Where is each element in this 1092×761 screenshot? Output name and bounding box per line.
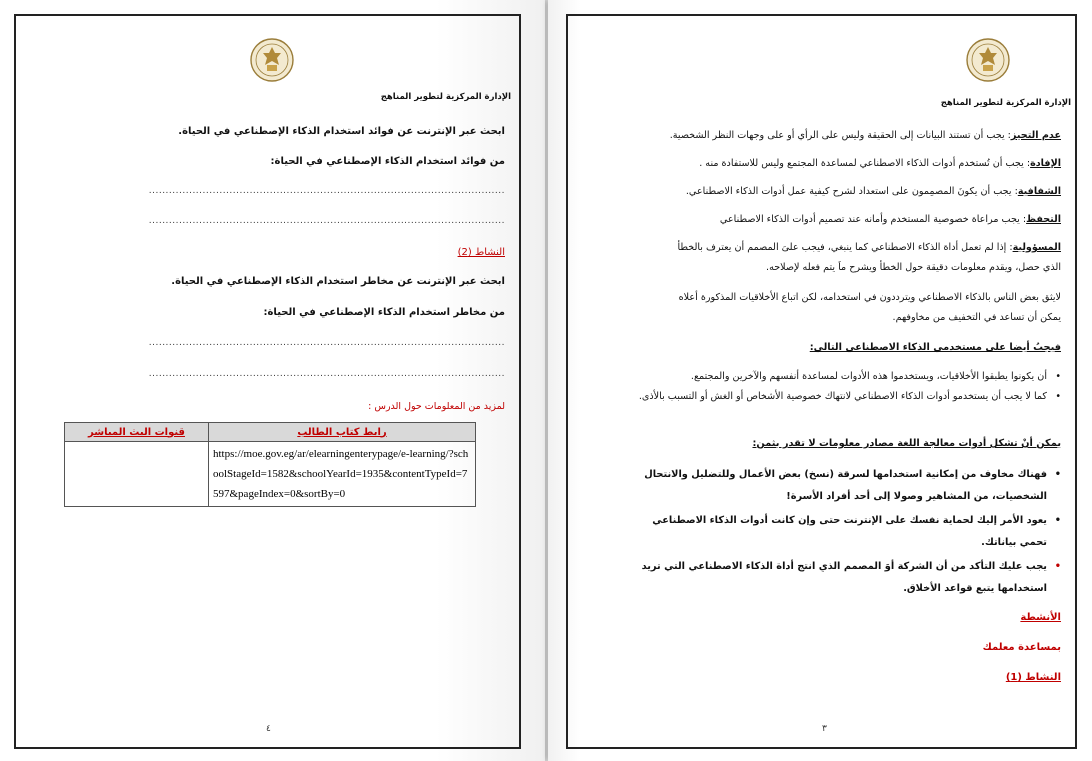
trust-paragraph: لايثق بعض الناس بالذكاء الاصطناعي ويترددون في استخدامه، لكن اتباع الأخلاقيات المذكورة أعلاه — [678, 292, 1061, 303]
question-benefits: ابحث عبر الإنترنت عن فوائد استخدام الذكاء الإصطناعي في الحياة. — [178, 126, 505, 137]
resources-table — [64, 422, 476, 507]
nlp-heading: يمكن أنْ تشكل أدوات معالجة اللغة مصادر معلومات لا تقدر بثمن: — [752, 438, 1061, 449]
teacher-help-label: بمساعدة معلمك — [982, 642, 1061, 653]
left-page — [0, 0, 545, 761]
responsibility-line: المسؤولية: إذا لم تعمل أداة الذكاء الاصطناعي كما ينبغي، فيجب علىَ المصمم أن يعترف بالخطأ — [677, 242, 1061, 253]
benefits-label: من فوائد استخدام الذكاء الإصطناعي في الحياة: — [270, 156, 505, 167]
page-border — [566, 14, 1077, 749]
answer-line[interactable]: .......................................................................................................... — [148, 216, 505, 226]
ministry-seal-icon — [250, 38, 294, 82]
activity-2-heading: النشاط (2) — [457, 247, 505, 258]
right-page — [548, 0, 1092, 761]
answer-line[interactable]: .......................................................................................................... — [148, 338, 505, 348]
principle-item: الإفادة: يجب أن تُستخدم أدوات الذكاء الاصطناعي لمساعدة المجتمع وليس للاستفادة منه . — [699, 158, 1061, 169]
users-bullet: • كما لا يجب أن يستخدمو أدوات الذكاء الاصطناعي لانتهاك خصوصية الأشخاص أو الغش أو التسبب بالأذى. — [638, 391, 1061, 402]
student-book-link[interactable]: https://moe.gov.eg/ar/elearningenterypage/e-learning/?schoolStageId=1582&schoolYearId=1935&contentTypeId=7597&pageIndex=0&sortBy=0 — [209, 442, 476, 507]
nlp-bullet: • فهناك مخاوف من إمكانية استخدامها لسرقة (نسخ) بعض الأعمال وللتضليل والانتحال الشخصيات، من المشاهير وصولا إلى أحد أفراد الأسرة! — [644, 469, 1061, 502]
answer-line[interactable]: .......................................................................................................... — [148, 186, 505, 196]
responsibility-line-2: الذي حصل، ويقدم معلومات دقيقة حول الخطأ ويشرح ماَ يتم فعله لإصلاحه. — [766, 262, 1061, 273]
principle-item: عدم التحيز: يجب أن تستند البيانات إلى الحقيقة وليس على الرأي أو على وجهات النظر الشخصية. — [669, 130, 1061, 141]
page-border — [14, 14, 521, 749]
live-channels-cell — [65, 442, 209, 507]
answer-line[interactable]: .......................................................................................................... — [148, 369, 505, 379]
principle-item: الشفافية: يجب أن يكونَ المصمِمون على استعداد لشرح كيفية عمل أدوات الذكاء الاصطناعي. — [685, 186, 1061, 197]
activity-1-heading: النشاط (1) — [1005, 672, 1061, 683]
risks-label: من مخاطر استخدام الذكاء الإصطناعي في الحياة: — [263, 307, 505, 318]
users-heading: فيجبُ أيضا على مستخدمي الذكاء الاصطناعي التالي: — [809, 342, 1061, 353]
users-bullet: • أن يكونوا يطبقوا الأخلاقيات، ويستخدموا هذه الأدوات لمساعدة أنفسهم والآخرين والمجتمع. — [690, 371, 1061, 382]
more-info-heading: لمزيد من المعلومات حول الدرس : — [368, 401, 505, 412]
question-risks: ابحث عبر الإنترنت عن مخاطر استخدام الذكاء الإصطناعي في الحياة. — [171, 276, 505, 287]
ministry-seal-icon — [966, 38, 1010, 82]
department-title: الإدارة المركزية لتطوير المناهج — [380, 92, 511, 102]
nlp-bullet: • يجب عليك التأكد من أن الشركة أوَ المصمم الذي انتج أداة الذكاء الاصطناعي التي تريد استخدامها يتبع قواعد الأخلاق. — [641, 561, 1061, 594]
activities-heading: الأنشطة — [1020, 612, 1061, 623]
page-number: ٤ — [266, 724, 271, 734]
live-channels-header: قنوات البث المباشر — [65, 423, 209, 442]
book-link-header: رابط كتاب الطالب — [209, 423, 476, 442]
trust-paragraph-2: يمكن أن تساعد في التخفيف من مخاوفهم. — [892, 312, 1061, 323]
principle-item: التحفظ: يجب مراعاة خصوصية المستخدم وأمانه عند تصميم أدوات الذكاء الاصطناعي — [719, 214, 1061, 225]
page-number: ٣ — [822, 724, 827, 734]
nlp-bullet: • يعود الأمر إليك لحماية نفسك على الإنترنت حتى وإن كانت أدوات الذكاء الاصطناعي تحمي بياناتك. — [652, 515, 1061, 548]
department-title: الإدارة المركزية لتطوير المناهج — [940, 98, 1071, 108]
